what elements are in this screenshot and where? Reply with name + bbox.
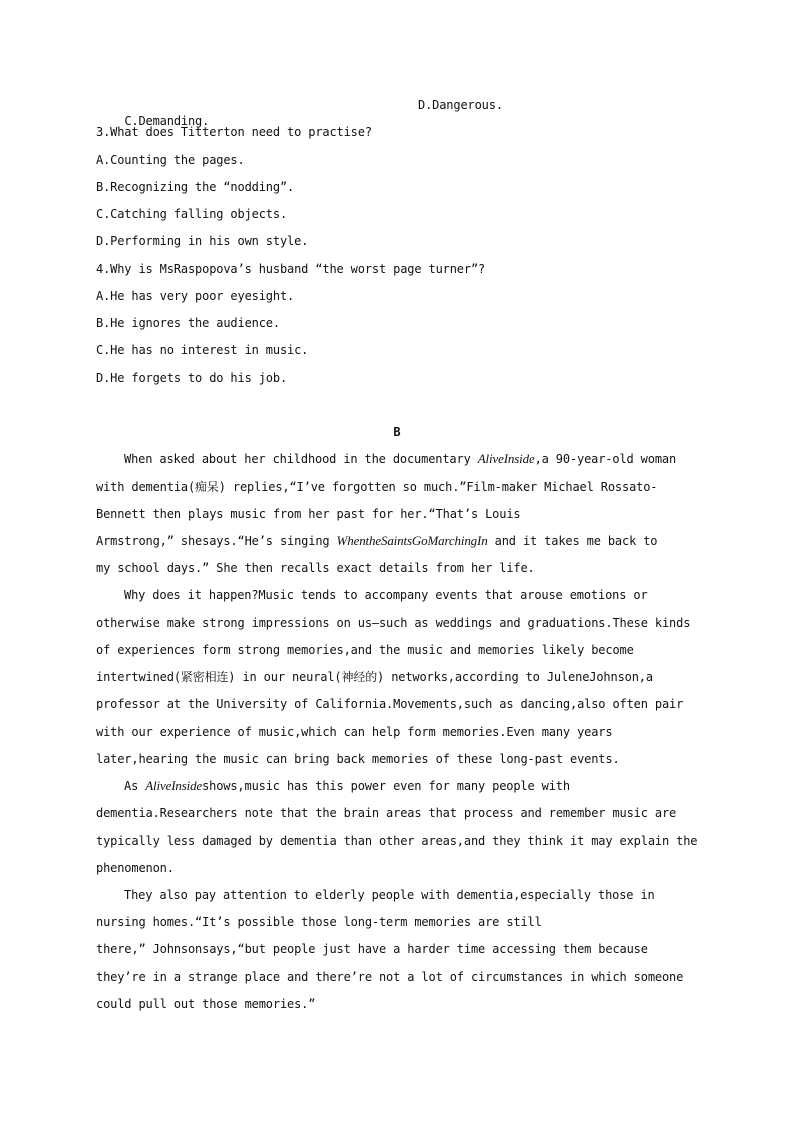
passage-p2-line4: intertwined(紧密相连) in our neural(神经的) networks,according to JuleneJohnson,a — [96, 670, 653, 684]
q4-option-c: C.He has no interest in music. — [96, 343, 309, 357]
documentary-title: AliveInside — [477, 451, 535, 466]
q3-stem: 3.What does Titterton need to practise? — [96, 125, 372, 139]
documentary-title: AliveInside — [145, 778, 203, 793]
passage-p2-line3: of experiences form strong memories,and the music and memories likely become — [96, 643, 634, 657]
passage-p2-line5: professor at the University of California.Movements,such as dancing,also often pair — [96, 697, 684, 711]
q4-stem: 4.Why is MsRaspopova’s husband “the worst page turner”? — [96, 262, 486, 276]
passage-p1-line5: my school days.” She then recalls exact details from her life. — [96, 561, 535, 575]
passage-p2-line7: later,hearing the music can bring back memories of these long-past events. — [96, 752, 620, 766]
passage-p4-line4: they’re in a strange place and there’re not a lot of circumstances in which someone — [96, 970, 684, 984]
section-title: B — [393, 425, 401, 439]
passage-p4-line1: They also pay attention to elderly people with dementia,especially those in — [124, 888, 655, 902]
p1-text: and it takes me back to — [487, 534, 658, 548]
q3-option-a: A.Counting the pages. — [96, 153, 245, 167]
p3-text: As — [124, 779, 146, 793]
passage-p1-line3: Bennett then plays music from her past for her.“That’s Louis — [96, 507, 521, 521]
passage-p1-line2: with dementia(痴呆) replies,“I’ve forgotten so much.”Film-maker Michael Rossato- — [96, 480, 658, 494]
passage-p1-line4 — [96, 533, 657, 549]
q4-option-a: A.He has very poor eyesight. — [96, 289, 295, 303]
passage-p3-line4: phenomenon. — [96, 861, 174, 875]
q3-option-d: D.Performing in his own style. — [96, 234, 309, 248]
p1-text: Armstrong,” shesays.“He’s singing — [96, 534, 337, 548]
q2-option-c: C.Demanding. — [124, 114, 210, 128]
p3-text: shows,music has this power even for many people with — [202, 779, 570, 793]
passage-p1-line1 — [124, 451, 676, 467]
passage-p3-line3: typically less damaged by dementia than other areas,and they think it may explain the — [96, 834, 698, 848]
passage-p2-line2: otherwise make strong impressions on us—such as weddings and graduations.These kinds — [96, 616, 691, 630]
q4-option-b: B.He ignores the audience. — [96, 316, 280, 330]
passage-p4-line3: there,” Johnsonsays,“but people just have a harder time accessing them because — [96, 942, 648, 956]
passage-p2-line1: Why does it happen?Music tends to accompany events that arouse emotions or — [124, 588, 648, 602]
song-title: WhentheSaintsGoMarchingIn — [336, 533, 488, 548]
p1-text: ,a 90-year-old woman — [534, 452, 677, 466]
passage-p4-line2: nursing homes.“It’s possible those long-term memories are still — [96, 915, 542, 929]
q3-option-b: B.Recognizing the “nodding”. — [96, 180, 295, 194]
q3-option-c: C.Catching falling objects. — [96, 207, 288, 221]
passage-p3-line1 — [124, 778, 570, 794]
p1-text: When asked about her childhood in the documentary — [124, 452, 478, 466]
passage-p4-line5: could pull out those memories.” — [96, 997, 316, 1011]
q4-option-d: D.He forgets to do his job. — [96, 371, 288, 385]
q2-option-d: D.Dangerous. — [418, 98, 503, 112]
passage-p3-line2: dementia.Researchers note that the brain areas that process and remember music are — [96, 806, 677, 820]
passage-p2-line6: with our experience of music,which can help form memories.Even many years — [96, 725, 613, 739]
